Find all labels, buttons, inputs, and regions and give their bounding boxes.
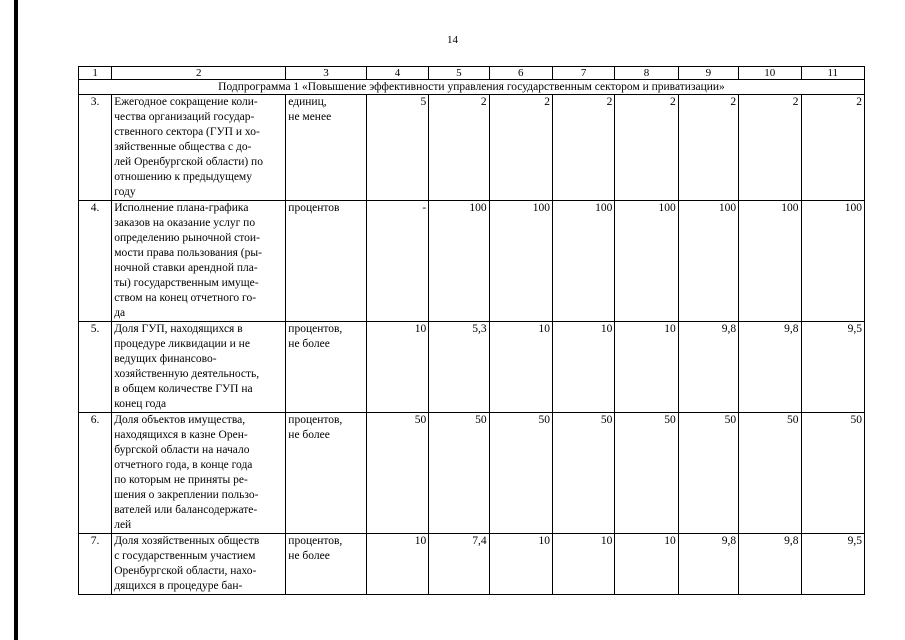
- value-cell: 5: [366, 95, 428, 201]
- unit-cell: [286, 201, 367, 322]
- value-cell: 7,4: [429, 534, 489, 595]
- indicator-name-line: отчетного года, в конце года: [114, 459, 253, 471]
- value-cell: 50: [801, 413, 865, 534]
- value-cell: 2: [801, 95, 865, 201]
- value-cell: 50: [366, 413, 428, 534]
- unit-cell: [286, 534, 367, 595]
- column-number: 6: [489, 67, 552, 80]
- value-cell: 9,8: [678, 322, 738, 413]
- value-cell: 100: [489, 201, 552, 322]
- value-cell: 10: [489, 534, 552, 595]
- unit-line: не более: [288, 338, 330, 350]
- indicator-name: [112, 201, 286, 322]
- indicator-name-line: отношению к предыдущему: [114, 171, 252, 183]
- value-cell: 9,8: [739, 534, 801, 595]
- subprogram-title: Подпрограмма 1 «Повышение эффективности управления государственным сектором и приватизации»: [79, 80, 865, 95]
- value-cell: 9,5: [801, 534, 865, 595]
- column-number: 5: [429, 67, 489, 80]
- indicator-name: [112, 95, 286, 201]
- indicator-name-line: ведущих финансово-: [114, 353, 217, 365]
- value-cell: 50: [429, 413, 489, 534]
- value-cell: 10: [552, 322, 614, 413]
- value-cell: 2: [552, 95, 614, 201]
- unit-line: процентов,: [288, 414, 343, 426]
- unit-cell: [286, 95, 367, 201]
- value-cell: 10: [615, 322, 678, 413]
- indicators-table: [78, 66, 865, 595]
- unit-line: не более: [288, 429, 330, 441]
- unit-line: процентов,: [288, 535, 343, 547]
- indicator-name-line: году: [114, 186, 136, 198]
- indicator-name-line: ством на конец отчетного го-: [114, 292, 257, 304]
- indicator-name-line: ночной ставки арендной пла-: [114, 262, 258, 274]
- value-cell: 100: [801, 201, 865, 322]
- indicator-name-line: в общем количестве ГУП на: [114, 383, 253, 395]
- unit-line: не более: [288, 550, 330, 562]
- indicator-name-line: шения о закреплении пользо-: [114, 489, 259, 501]
- column-number: 7: [552, 67, 614, 80]
- indicator-name-line: Ежегодное сокращение коли-: [114, 96, 258, 108]
- indicator-name-line: да: [114, 307, 126, 319]
- value-cell: 100: [429, 201, 489, 322]
- column-number: 3: [286, 67, 367, 80]
- value-cell: 100: [552, 201, 614, 322]
- value-cell: 100: [678, 201, 738, 322]
- column-number: 2: [112, 67, 286, 80]
- value-cell: 9,8: [678, 534, 738, 595]
- column-number-row: [79, 67, 865, 80]
- row-number: 4.: [79, 201, 112, 322]
- indicator-name-line: лей: [114, 519, 132, 531]
- indicator-name-line: вателей или балансодержате-: [114, 504, 258, 516]
- value-cell: -: [366, 201, 428, 322]
- indicator-name-line: ственного сектора (ГУП и хо-: [114, 126, 260, 138]
- value-cell: 10: [489, 322, 552, 413]
- column-number: 10: [739, 67, 801, 80]
- indicator-name-line: ты) государственным имуще-: [114, 277, 259, 289]
- row-number: 3.: [79, 95, 112, 201]
- row-number: 6.: [79, 413, 112, 534]
- value-cell: 50: [489, 413, 552, 534]
- value-cell: 50: [739, 413, 801, 534]
- indicator-name-line: Оренбургской области, нахо-: [114, 565, 257, 577]
- row-number: 5.: [79, 322, 112, 413]
- indicator-name-line: Доля ГУП, находящихся в: [114, 323, 243, 335]
- indicator-name: [112, 534, 286, 595]
- unit-line: процентов,: [288, 323, 343, 335]
- value-cell: 9,8: [739, 322, 801, 413]
- table-row: [79, 534, 865, 595]
- value-cell: 5,3: [429, 322, 489, 413]
- column-number: 9: [678, 67, 738, 80]
- indicator-name-line: зяйственные общества с до-: [114, 141, 252, 153]
- scan-edge-bar: [14, 0, 18, 640]
- indicator-name-line: Доля хозяйственных обществ: [114, 535, 260, 547]
- value-cell: 2: [489, 95, 552, 201]
- table-row: [79, 413, 865, 534]
- indicator-name-line: мости права пользования (ры-: [114, 247, 262, 259]
- value-cell: 2: [615, 95, 678, 201]
- column-number: 8: [615, 67, 678, 80]
- indicator-name: [112, 413, 286, 534]
- unit-line: единиц,: [288, 96, 327, 108]
- value-cell: 50: [678, 413, 738, 534]
- unit-cell: [286, 322, 367, 413]
- indicator-name-line: с государственным участием: [114, 550, 256, 562]
- indicator-name-line: Исполнение плана-графика: [114, 202, 249, 214]
- column-number: 4: [366, 67, 428, 80]
- value-cell: 100: [739, 201, 801, 322]
- value-cell: 50: [552, 413, 614, 534]
- indicator-name: [112, 322, 286, 413]
- table-row: [79, 201, 865, 322]
- value-cell: 2: [678, 95, 738, 201]
- unit-line: процентов: [288, 202, 340, 214]
- indicator-name-line: хозяйственную деятельность,: [114, 368, 260, 380]
- value-cell: 10: [366, 534, 428, 595]
- subprogram-row: [79, 80, 865, 95]
- indicator-name-line: Доля объектов имущества,: [114, 414, 246, 426]
- indicator-name-line: чества организаций государ-: [114, 111, 255, 123]
- row-number: 7.: [79, 534, 112, 595]
- table-row: [79, 322, 865, 413]
- value-cell: 10: [552, 534, 614, 595]
- value-cell: 2: [739, 95, 801, 201]
- indicator-name-line: находящихся в казне Орен-: [114, 429, 248, 441]
- unit-cell: [286, 413, 367, 534]
- table-row: [79, 95, 865, 201]
- value-cell: 10: [615, 534, 678, 595]
- column-number: 11: [801, 67, 865, 80]
- indicator-name-line: процедуре ликвидации и не: [114, 338, 250, 350]
- indicator-name-line: дящихся в процедуре бан-: [114, 580, 243, 592]
- value-cell: 50: [615, 413, 678, 534]
- indicator-name-line: бургской области на начало: [114, 444, 250, 456]
- indicator-name-line: заказов на оказание услуг по: [114, 217, 256, 229]
- value-cell: 100: [615, 201, 678, 322]
- indicator-name-line: определению рыночной стои-: [114, 232, 260, 244]
- indicator-name-line: по которым не приняты ре-: [114, 474, 248, 486]
- unit-line: не менее: [288, 111, 332, 123]
- indicator-name-line: лей Оренбургской области) по: [114, 156, 263, 168]
- value-cell: 10: [366, 322, 428, 413]
- indicator-name-line: конец года: [114, 398, 167, 410]
- value-cell: 9,5: [801, 322, 865, 413]
- column-number: 1: [79, 67, 112, 80]
- page-number: 14: [447, 34, 458, 46]
- value-cell: 2: [429, 95, 489, 201]
